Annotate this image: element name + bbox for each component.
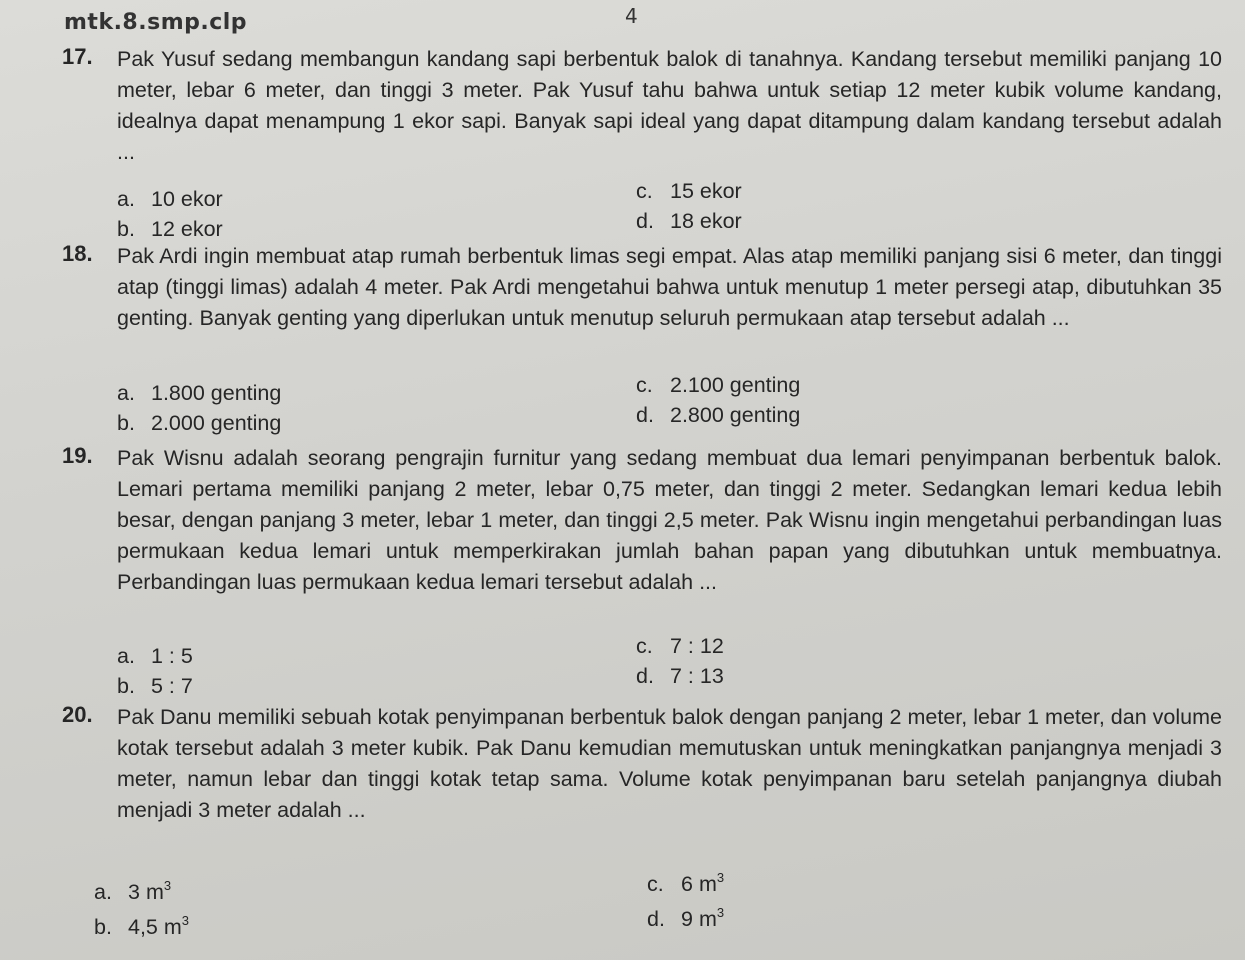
option-text: 5 : 7 — [151, 674, 193, 698]
option-exponent: 3 — [716, 905, 725, 920]
option-value: 9 — [681, 907, 693, 931]
option-label: c. — [636, 179, 653, 203]
option-label: d. — [636, 403, 654, 427]
option-c — [636, 179, 742, 204]
option-a — [117, 381, 281, 406]
option-b — [117, 411, 281, 436]
option-label: d. — [636, 209, 654, 233]
question-text: Pak Wisnu adalah seorang pengrajin furnitur yang sedang membuat dua lemari penyimpanan berbentuk balok. Lemari pertama memiliki panjang 2 meter, lebar 0,75 meter, dan tinggi 2 meter. Sedangkan lemari kedua lebih besar, dengan panjang 3 meter, lebar 1 meter, dan tinggi 2,5 meter. Pak Wisnu ingin mengetahui perbandingan luas permukaan kedua lemari untuk memperkirakan jumlah bahan papan yang dibutuhkan untuk membuatnya. Perbandingan luas permukaan kedua lemari tersebut adalah ... — [117, 446, 1222, 594]
question-19 — [62, 443, 1222, 598]
option-label: a. — [117, 187, 135, 211]
question-number: 19. — [62, 443, 93, 468]
option-label: b. — [94, 915, 112, 939]
option-value: 4,5 — [128, 915, 158, 939]
option-label: a. — [117, 644, 135, 668]
option-label: b. — [117, 674, 135, 698]
option-text: 7 : 13 — [670, 664, 724, 688]
option-exponent: 3 — [181, 913, 190, 928]
option-text: 2.000 genting — [151, 411, 282, 435]
option-b — [117, 217, 223, 242]
option-text: 1 : 5 — [151, 644, 193, 668]
option-unit: m — [145, 880, 164, 904]
option-label: d. — [647, 907, 665, 931]
option-label: c. — [636, 634, 653, 658]
page-number: 4 — [625, 4, 638, 28]
option-unit: m — [698, 907, 717, 931]
option-text: 10 ekor — [151, 187, 223, 211]
question-number: 20. — [62, 702, 93, 727]
option-label: c. — [636, 373, 653, 397]
option-a — [94, 878, 171, 905]
option-unit: m — [163, 915, 182, 939]
question-18 — [62, 241, 1222, 334]
question-20 — [62, 702, 1222, 826]
document-code: mtk.8.smp.clp — [64, 10, 248, 35]
option-b — [94, 913, 189, 940]
option-unit: m — [698, 872, 717, 896]
option-label: a. — [94, 880, 112, 904]
option-text: 2.800 genting — [670, 403, 801, 427]
option-text: 18 ekor — [670, 209, 742, 233]
option-c — [636, 373, 800, 398]
option-d — [647, 905, 724, 932]
option-d — [636, 403, 800, 428]
option-label: b. — [117, 217, 135, 241]
question-text: Pak Danu memiliki sebuah kotak penyimpanan berbentuk balok dengan panjang 2 meter, lebar 1 meter, dan volume kotak tersebut adalah 3 meter kubik. Pak Danu kemudian memutuskan untuk meningkatkan panjangnya menjadi 3 meter, namun lebar dan tinggi kotak tetap sama. Volume kotak penyimpanan baru setelah panjangnya diubah menjadi 3 meter adalah ... — [117, 705, 1222, 822]
option-c — [636, 634, 724, 659]
option-label: a. — [117, 381, 135, 405]
option-d — [636, 209, 742, 234]
option-value: 6 — [681, 872, 693, 896]
option-text: 15 ekor — [670, 179, 742, 203]
option-value: 3 — [128, 880, 140, 904]
option-text: 7 : 12 — [670, 634, 724, 658]
option-d — [636, 664, 724, 689]
question-number: 17. — [62, 44, 93, 69]
question-17 — [62, 44, 1222, 168]
option-label: d. — [636, 664, 654, 688]
option-text: 2.100 genting — [670, 373, 801, 397]
option-c — [647, 870, 724, 897]
option-a — [117, 187, 223, 212]
option-label: b. — [117, 411, 135, 435]
option-text: 12 ekor — [151, 217, 223, 241]
option-label: c. — [647, 872, 664, 896]
option-exponent: 3 — [716, 870, 725, 885]
option-a — [117, 644, 193, 669]
option-exponent: 3 — [163, 878, 172, 893]
option-text: 1.800 genting — [151, 381, 282, 405]
question-text: Pak Ardi ingin membuat atap rumah berbentuk limas segi empat. Alas atap memiliki panjang sisi 6 meter, dan tinggi atap (tinggi limas) adalah 4 meter. Pak Ardi mengetahui bahwa untuk menutup 1 meter persegi atap, dibutuhkan 35 genting. Banyak genting yang diperlukan untuk menutup seluruh permukaan atap tersebut adalah ... — [117, 244, 1222, 330]
question-text: Pak Yusuf sedang membangun kandang sapi berbentuk balok di tanahnya. Kandang tersebut memiliki panjang 10 meter, lebar 6 meter, dan tinggi 3 meter. Pak Yusuf tahu bahwa untuk setiap 12 meter kubik volume kandang, idealnya dapat menampung 1 ekor sapi. Banyak sapi ideal yang dapat ditampung dalam kandang tersebut adalah ... — [117, 47, 1222, 164]
question-number: 18. — [62, 241, 93, 266]
option-b — [117, 674, 193, 699]
